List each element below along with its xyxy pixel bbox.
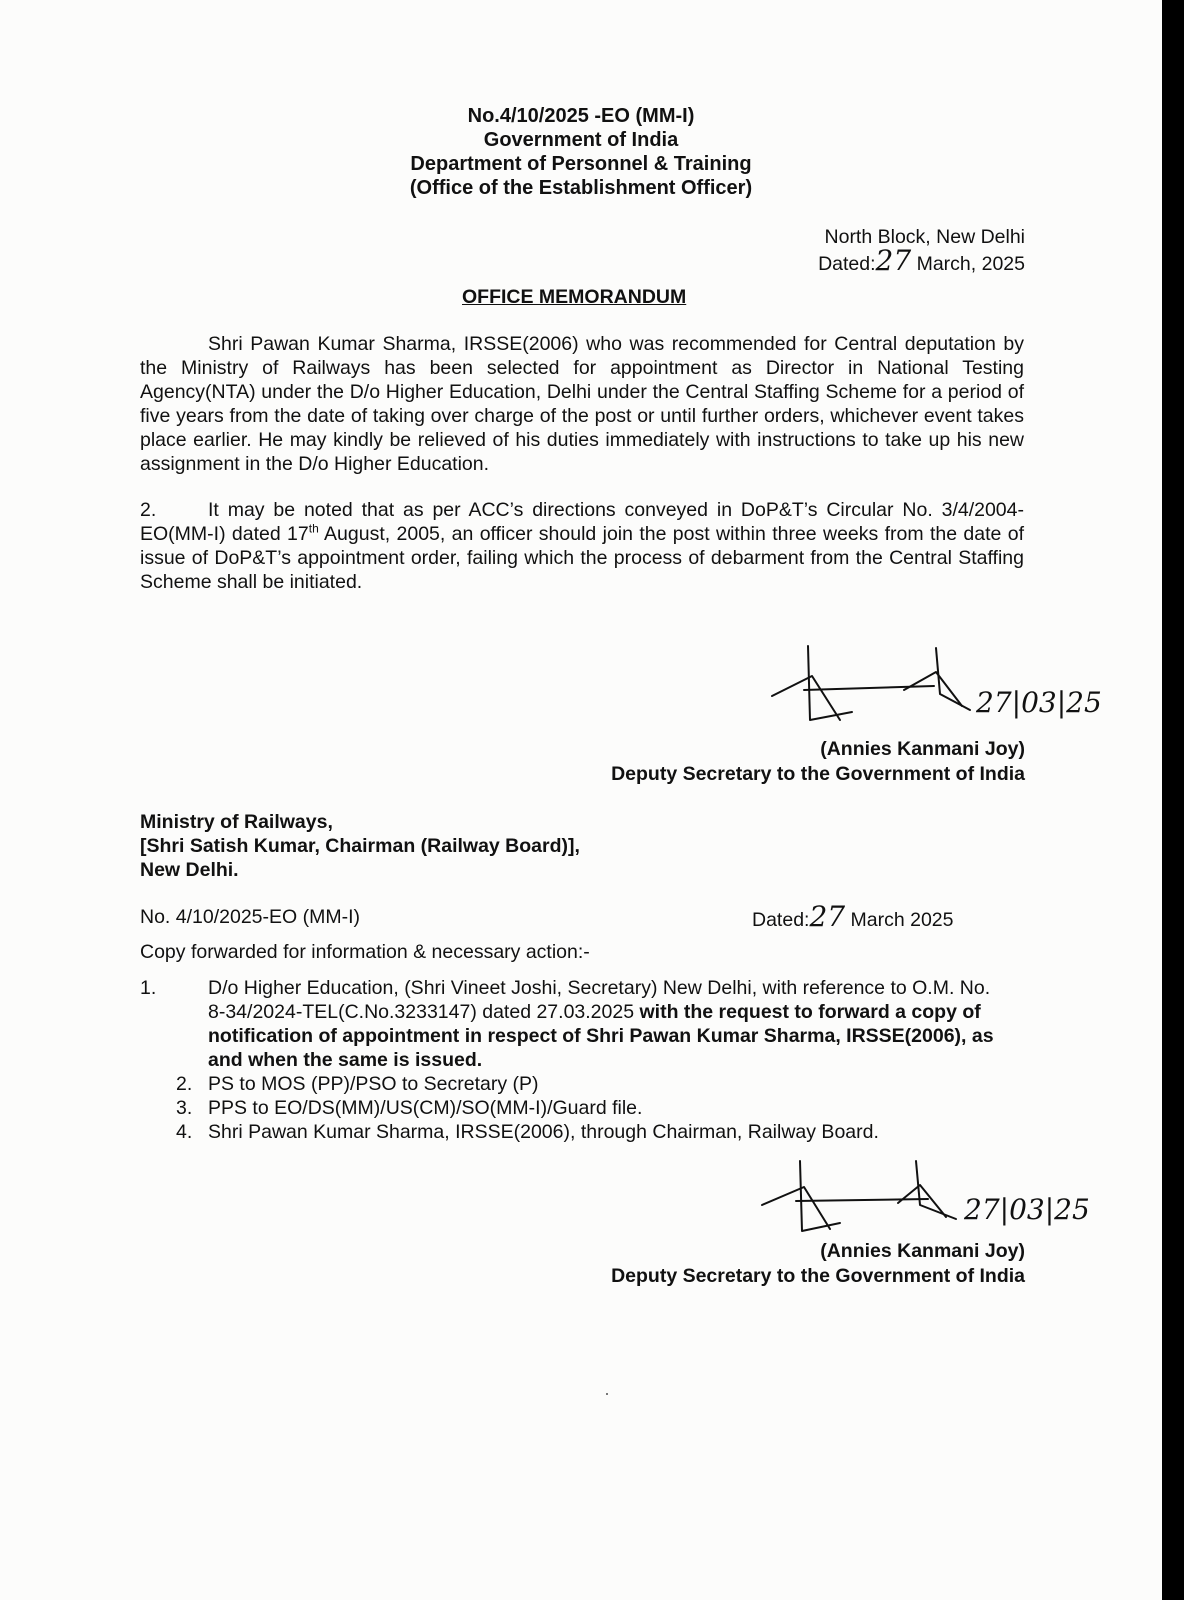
list-item-number: 4. (176, 1121, 193, 1143)
signature-1-mark (770, 640, 1110, 730)
addressee-line-2: [Shri Satish Kumar, Chairman (Railway Board)], (140, 835, 580, 857)
month-year: March, 2025 (916, 253, 1025, 275)
copy-month-year: March 2025 (850, 909, 954, 931)
list-item-number: 2. (176, 1073, 193, 1095)
signature-2-date: 27|03|25 (964, 1193, 1090, 1226)
dated-label: Dated: (818, 253, 876, 275)
list-item (140, 1120, 1010, 1144)
copy-dated-label: Dated: (752, 909, 810, 931)
list-item-text: Shri Pawan Kumar Sharma, IRSSE(2006), through Chairman, Railway Board. (208, 1121, 879, 1143)
addressee-line-1: Ministry of Railways, (140, 811, 333, 833)
copy-date (752, 900, 954, 933)
paragraph-2-text-a: It may be noted that as per ACC’s directions conveyed in DoP&T’s Circular No. 3/4/2004-EO(MM-I) dated 17 (140, 499, 1024, 545)
copy-handwritten-day: 27 (809, 900, 846, 933)
department-name: Department of Personnel & Training (410, 153, 752, 175)
list-item-bold-text: with the request to forward a copy of notification of appointment in respect of Shri Pawan Kumar Sharma, IRSSE(2006), as and when the same is issued. (208, 1001, 994, 1071)
place: North Block, New Delhi (824, 226, 1025, 248)
signature-1-name: (Annies Kanmani Joy) (820, 738, 1025, 760)
copy-intro: Copy forwarded for information & necessary action:- (140, 941, 590, 963)
paragraph-1 (140, 332, 1024, 476)
list-item-text: D/o Higher Education, (Shri Vineet Joshi, Secretary) New Delhi, with reference to O.M. No. 8-34/2024-TEL(C.No.3233147) dated 27.03.2025 (208, 977, 991, 1023)
paragraph-2 (140, 498, 1024, 594)
paragraph-2-superscript: th (308, 521, 319, 536)
addressee-line-3: New Delhi. (140, 859, 239, 881)
copy-file-number: No. 4/10/2025-EO (MM-I) (140, 906, 360, 928)
signature-1-designation: Deputy Secretary to the Government of India (611, 763, 1025, 785)
list-item (140, 976, 1010, 1072)
signature-2-mark (760, 1155, 1100, 1240)
list-item-number: 1. (140, 977, 157, 999)
list-item (140, 1096, 1010, 1120)
list-item-number: 3. (176, 1097, 193, 1119)
list-item (140, 1072, 1010, 1096)
file-number: No.4/10/2025 -EO (MM-I) (467, 105, 695, 127)
copy-list (140, 976, 1010, 1144)
paragraph-1-text: Shri Pawan Kumar Sharma, IRSSE(2006) who was recommended for Central deputation by the Ministry of Railways has been selected for appointment as Director in National Testing Agency(NTA) under the D/o Higher Education, Delhi under the Central Staffing Scheme for a period of five years from the date of taking over charge of the post or until further orders, whichever event takes place earlier. He may kindly be relieved of his duties immediately with instructions to take up his new assignment in the D/o Higher Education. (140, 333, 1024, 475)
signature-2-name: (Annies Kanmani Joy) (820, 1240, 1025, 1262)
office-name: (Office of the Establishment Officer) (409, 177, 753, 199)
government-name: Government of India (483, 129, 679, 151)
paragraph-2-text-b: August, 2005, an officer should join the post within three weeks from the date of issue of DoP&T’s appointment order, failing which the process of debarment from the Central Staffing Scheme shall be initiated. (140, 523, 1024, 593)
page-speck (606, 1393, 608, 1395)
signature-1-date: 27|03|25 (976, 686, 1102, 719)
memo-date (785, 244, 1025, 277)
handwritten-day: 27 (875, 244, 912, 277)
signature-2-designation: Deputy Secretary to the Government of India (611, 1265, 1025, 1287)
list-item-text: PS to MOS (PP)/PSO to Secretary (P) (208, 1073, 539, 1095)
memo-title: OFFICE MEMORANDUM (462, 286, 687, 308)
paragraph-2-number: 2. (140, 499, 157, 521)
list-item-text: PPS to EO/DS(MM)/US(CM)/SO(MM-I)/Guard file. (208, 1097, 643, 1119)
